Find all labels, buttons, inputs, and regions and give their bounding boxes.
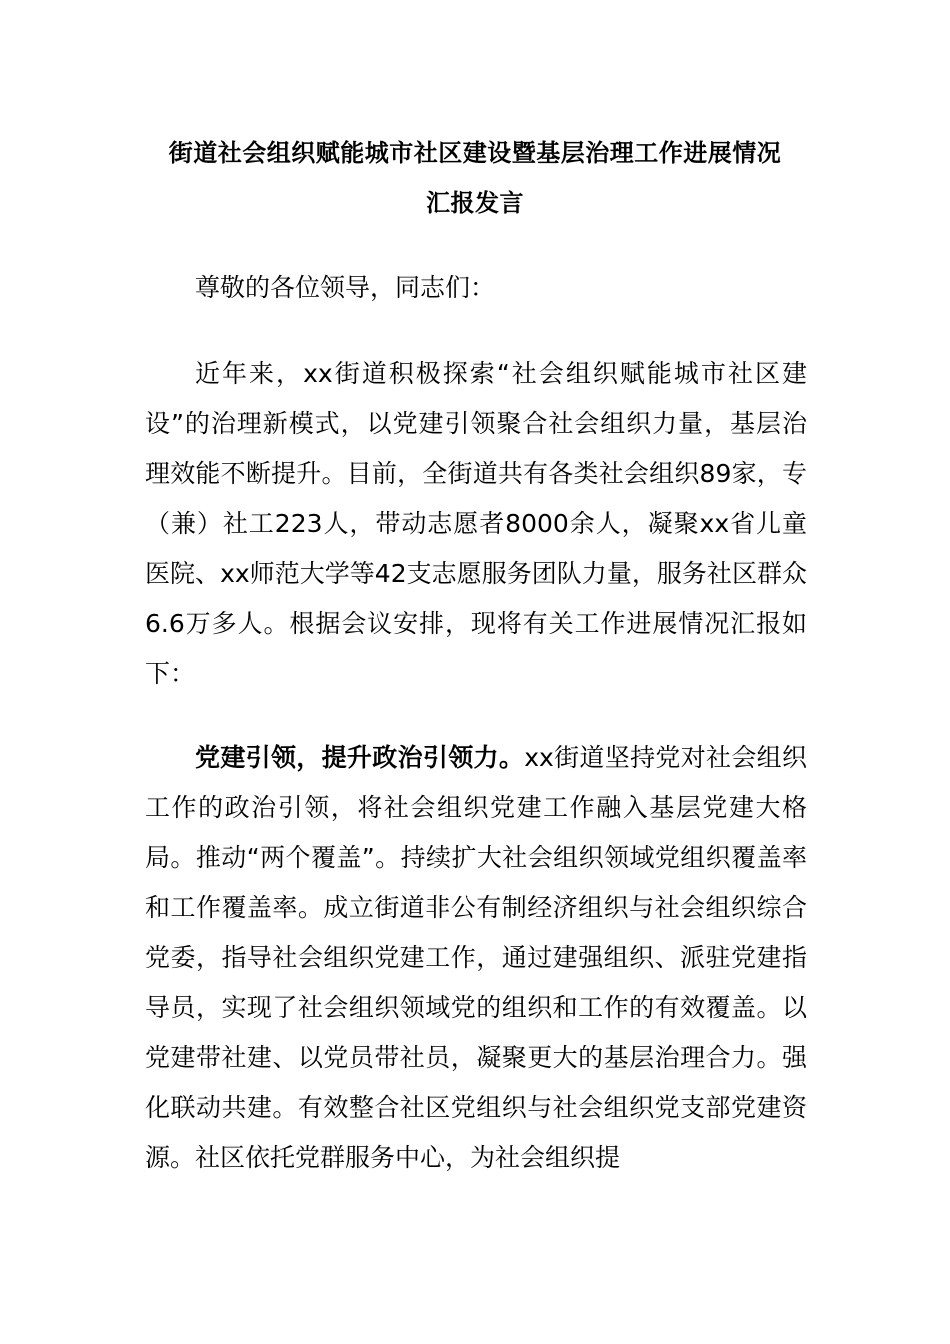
section-1-lead: 党建引领，提升政治引领力。 xyxy=(195,743,525,772)
greeting-block xyxy=(145,263,807,313)
title-line-2: 汇报发言 xyxy=(426,189,524,217)
intro-block xyxy=(145,349,807,699)
section-1-paragraph xyxy=(145,733,807,1183)
greeting-paragraph: 尊敬的各位领导，同志们： xyxy=(195,273,496,302)
section-1-body: xx街道坚持党对社会组织工作的政治引领，将社会组织党建工作融入基层党建大格局。推动“两个覆盖”。持续扩大社会组织领域党组织覆盖率和工作覆盖率。成立街道非公有制经济组织与社会组织综合党委，指导社会组织党建工作，通过建强组织、派驻党建指导员，实现了社会组织领域党的组织和工作的有效覆盖。以党建带社建、以党员带社员，凝聚更大的基层治理合力。强化联动共建。有效整合社区党组织与社会组织党支部党建资源。社区依托党群服务中心，为社会组织提 xyxy=(145,743,807,1172)
document-title xyxy=(145,128,805,228)
title-line-1: 街道社会组织赋能城市社区建设暨基层治理工作进展情况 xyxy=(168,139,782,167)
section-1-block xyxy=(145,733,807,1183)
intro-paragraph: 近年来，xx街道积极探索“社会组织赋能城市社区建设”的治理新模式，以党建引领聚合社会组织力量，基层治理效能不断提升。目前，全街道共有各类社会组织89家，专（兼）社工223人，带动志愿者8000余人，凝聚xx省儿童医院、xx师范大学等42支志愿服务团队力量，服务社区群众6.6万多人。根据会议安排，现将有关工作进展情况汇报如下： xyxy=(145,359,807,688)
